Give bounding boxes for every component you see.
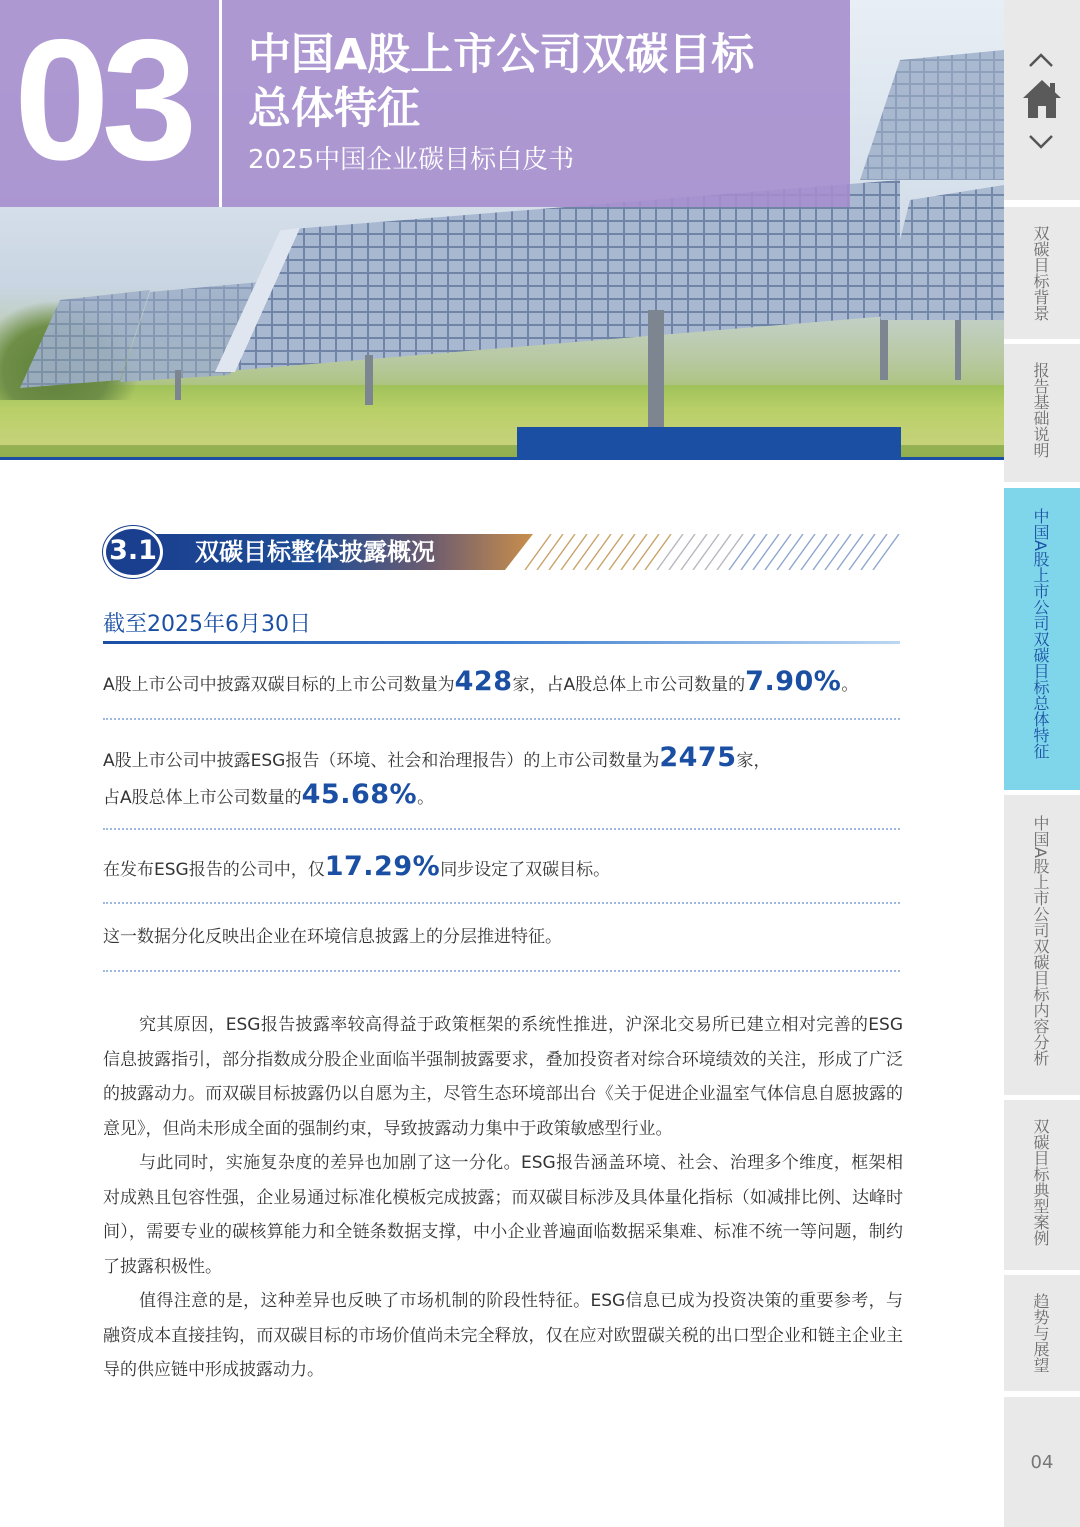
stat-summary <box>103 920 903 954</box>
stat-number: 428 <box>454 666 513 697</box>
chapter-title <box>248 28 754 136</box>
sidebar-item-content-analysis[interactable] <box>1004 795 1080 1095</box>
dotted-divider <box>103 902 900 904</box>
dotted-divider <box>103 970 900 972</box>
dotted-divider <box>103 828 900 830</box>
sidebar-item-label: 中国A股上市公司双碳目标总体特征 <box>1031 508 1050 759</box>
nav-controls <box>1004 0 1080 200</box>
body-text <box>103 1008 903 1388</box>
stat-text: 占A股总体上市公司数量的 <box>103 788 302 808</box>
stat-text: 家， <box>736 751 771 771</box>
sidebar-item-overall-features[interactable] <box>1004 488 1080 790</box>
sidebar-item-label: 中国A股上市公司双碳目标内容分析 <box>1031 815 1050 1066</box>
chapter-title-line2: 总体特征 <box>248 84 420 134</box>
stat-text: 在发布ESG报告的公司中，仅 <box>103 860 325 880</box>
sidebar-item-label: 双碳目标典型案例 <box>1031 1118 1050 1246</box>
chevron-up-icon[interactable] <box>1026 50 1056 70</box>
dotted-divider <box>103 718 900 720</box>
paragraph: 究其原因，ESG报告披露率较高得益于政策框架的系统性推进，沪深北交易所已建立相对完善的ESG信息披露指引，部分指数成分股企业面临半强制披露要求，叠加投资者对综合环境绩效的关注，形成了广泛的披露动力。而双碳目标披露仍以自愿为主，尽管生态环境部出台《关于促进企业温室气体信息自愿披露的意见》，但尚未形成全面的强制约束，导致披露动力集中于政策敏感型行业。 <box>103 1015 903 1139</box>
stat-text: 家，占A股总体上市公司数量的 <box>512 675 746 695</box>
page-number: 04 <box>1030 1452 1054 1473</box>
section-number: 3.1 <box>109 535 157 566</box>
section-title: 双碳目标整体披露概况 <box>195 538 435 566</box>
section-header <box>103 522 903 582</box>
stat-number: 2475 <box>659 742 737 773</box>
stat-number: 17.29% <box>324 851 441 882</box>
as-of-date: 截至2025年6月30日 <box>103 612 311 637</box>
sidebar-item-report-basis[interactable] <box>1004 344 1080 482</box>
sidebar-item-outlook[interactable] <box>1004 1275 1080 1391</box>
accent-band <box>517 427 901 458</box>
chapter-header-overlay <box>0 0 850 207</box>
chapter-number: 03 <box>14 4 190 196</box>
stat-text: 。 <box>841 675 859 695</box>
header-divider <box>219 0 222 207</box>
hero-banner <box>0 0 1004 460</box>
stat-text: 这一数据分化反映出企业在环境信息披露上的分层推进特征。 <box>103 927 562 947</box>
stat-number: 7.90% <box>745 666 842 697</box>
stat-text: 同步设定了双碳目标。 <box>440 860 611 880</box>
report-subtitle: 2025中国企业碳目标白皮书 <box>248 145 575 175</box>
chevron-down-icon[interactable] <box>1026 132 1056 152</box>
sidebar-item-background[interactable] <box>1004 207 1080 339</box>
stat-text: A股上市公司中披露ESG报告（环境、社会和治理报告）的上市公司数量为 <box>103 751 660 771</box>
stat-text: A股上市公司中披露双碳目标的上市公司数量为 <box>103 675 455 695</box>
stat-carbon-target-count <box>103 665 903 702</box>
sidebar-item-case-studies[interactable] <box>1004 1100 1080 1270</box>
stat-esg-with-target-share <box>103 850 903 887</box>
home-icon[interactable] <box>1021 78 1063 120</box>
sidebar-item-label: 趋势与展望 <box>1031 1293 1050 1373</box>
stat-number: 45.68% <box>301 779 418 810</box>
decorative-hatching <box>515 534 903 570</box>
date-underline <box>103 641 900 644</box>
sidebar-item-label: 报告基础说明 <box>1031 362 1050 458</box>
sidebar-item-label: 双碳目标背景 <box>1031 225 1050 321</box>
stat-text: 。 <box>417 788 435 808</box>
stat-esg-report-count <box>103 741 903 815</box>
stat-line <box>103 741 903 778</box>
stat-line <box>103 778 903 815</box>
hero-bottom-rule <box>0 457 1004 460</box>
chapter-title-line1: 中国A股上市公司双碳目标 <box>248 30 755 80</box>
paragraph: 值得注意的是，这种差异也反映了市场机制的阶段性特征。ESG信息已成为投资决策的重要参考，与融资成本直接挂钩，而双碳目标的市场价值尚未完全释放，仅在应对欧盟碳关税的出口型企业和链主企业主导的供应链中形成披露动力。 <box>103 1291 903 1380</box>
paragraph: 与此同时，实施复杂度的差异也加剧了这一分化。ESG报告涵盖环境、社会、治理多个维度，框架相对成熟且包容性强，企业易通过标准化模板完成披露；而双碳目标涉及具体量化指标（如减排比例、达峰时间），需要专业的碳核算能力和全链条数据支撑，中小企业普遍面临数据采集难、标准不统一等问题，制约了披露积极性。 <box>103 1153 903 1277</box>
chapter-nav-sidebar <box>1004 0 1080 1527</box>
